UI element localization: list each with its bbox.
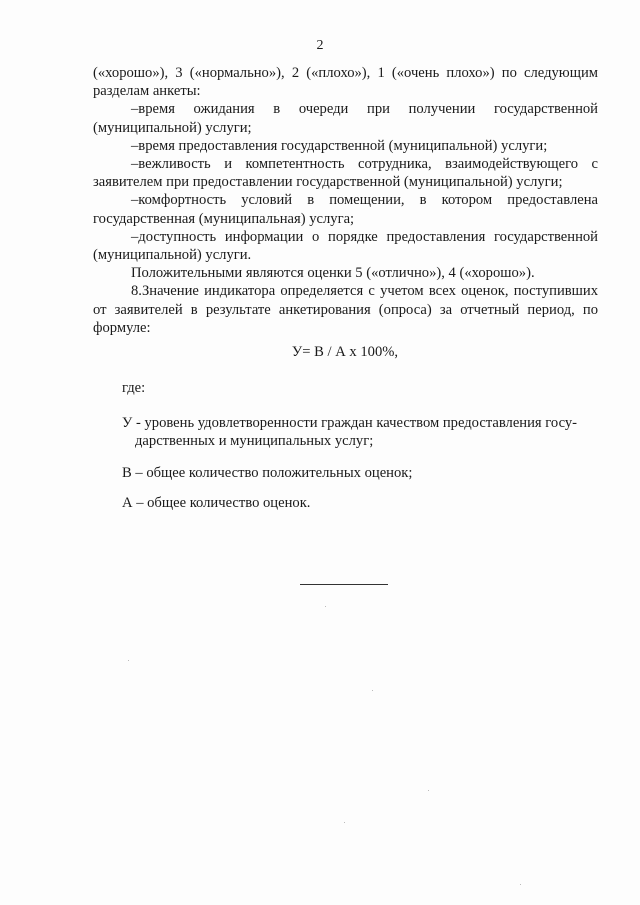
list-item-3-text: вежливость и компетентность сотрудника, взаимодействующего с заявителем при предоставлении государственной (муниципальной) услуги; <box>93 156 598 191</box>
list-item-1-text: время ожидания в очереди при получении государственной (муниципальной) услуги; <box>93 101 598 136</box>
list-item-5 <box>93 228 598 264</box>
dash-2: – <box>131 137 139 154</box>
list-item-1 <box>93 100 598 136</box>
page-number: 2 <box>316 38 324 53</box>
dash-5: – <box>131 228 139 245</box>
dash-4: – <box>131 192 139 209</box>
definition-u-line2: дарственных и муниципальных услуг; <box>135 433 374 450</box>
definition-a: А – общее количество оценок. <box>122 495 311 511</box>
scan-speck <box>372 690 373 691</box>
dash-3: – <box>131 156 139 173</box>
where-label: где: <box>122 380 146 396</box>
scan-speck <box>428 790 429 791</box>
definition-u <box>122 414 598 450</box>
paragraph-8 <box>93 282 598 337</box>
list-item-2 <box>93 137 598 155</box>
list-item-3 <box>93 155 598 191</box>
definition-b: В – общее количество положительных оценок; <box>122 465 413 481</box>
list-item-2-text: время предоставления государственной (муниципальной) услуги; <box>138 137 548 154</box>
scan-speck <box>520 884 521 885</box>
definition-u-line1: У - уровень удовлетворенности граждан качеством предоставления госу- <box>122 415 578 431</box>
formula: У= В / А х 100%, <box>291 344 399 360</box>
paragraph-8-text: Значение индикатора определяется с учетом всех оценок, поступивших от заявителей в результате анкетирования (опроса) за отчетный период, по формуле: <box>93 283 598 336</box>
scan-speck <box>128 660 129 661</box>
scan-speck <box>325 606 326 607</box>
dash-1: – <box>131 101 139 118</box>
paragraph-8-number: 8. <box>131 283 142 300</box>
intro-paragraph: («хорошо»), 3 («нормально»), 2 («плохо»), 1 («очень плохо») по следующим разделам анкеты: <box>93 65 598 100</box>
separator-line <box>300 584 388 585</box>
list-item-4 <box>93 191 598 227</box>
list-item-5-text: доступность информации о порядке предоставления государственной (муниципальной) услуги. <box>93 228 598 264</box>
scan-speck <box>344 822 345 823</box>
body-text <box>93 64 598 337</box>
positive-note: Положительными являются оценки 5 («отлично»), 4 («хорошо»). <box>131 265 535 282</box>
list-item-4-text: комфортность условий в помещении, в котором предоставлена государственная (муниципальная) услуга; <box>93 192 598 227</box>
